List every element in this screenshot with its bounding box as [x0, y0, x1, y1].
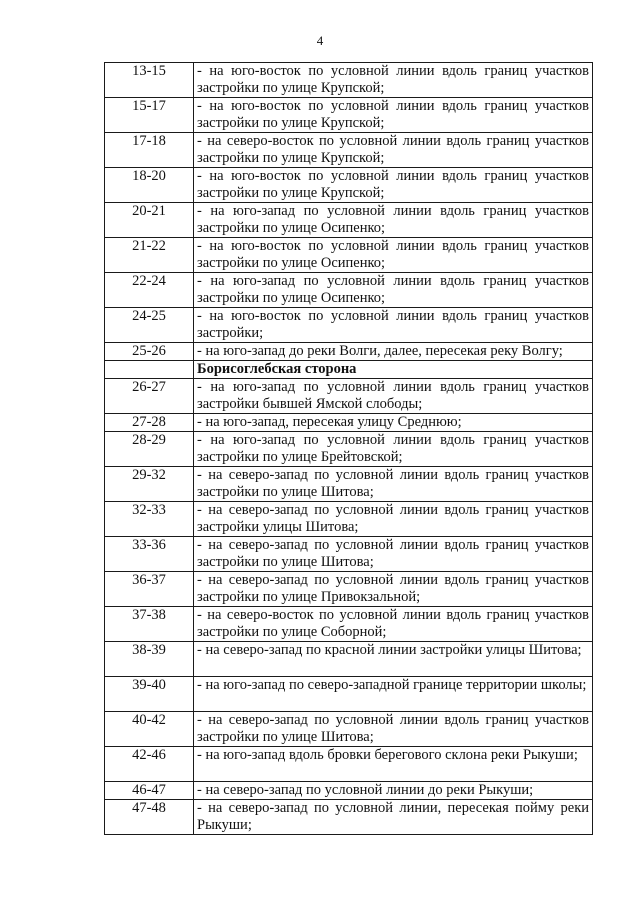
description-cell: - на юго-запад по условной линии вдоль границ участков застройки по улице Брейтовской; — [194, 432, 593, 467]
table-row — [105, 800, 593, 835]
segment-cell: 15-17 — [105, 98, 194, 133]
table-row — [105, 308, 593, 343]
segment-cell: 21-22 — [105, 238, 194, 273]
table-row — [105, 642, 593, 677]
description-cell: - на северо-восток по условной линии вдоль границ участков застройки по улице Крупской; — [194, 133, 593, 168]
segment-cell: 36-37 — [105, 572, 194, 607]
table-row — [105, 63, 593, 98]
description-cell: - на юго-запад по условной линии вдоль границ участков застройки по улице Осипенко; — [194, 203, 593, 238]
page-number: 4 — [316, 33, 324, 48]
segment-cell: 33-36 — [105, 537, 194, 572]
table-row — [105, 782, 593, 800]
description-cell: - на северо-запад по условной линии вдоль границ участков застройки улицы Шитова; — [194, 502, 593, 537]
segment-cell: 38-39 — [105, 642, 194, 677]
segment-cell: 32-33 — [105, 502, 194, 537]
boundary-table — [104, 62, 593, 835]
description-cell: - на северо-запад по условной линии вдоль границ участков застройки по улице Шитова; — [194, 537, 593, 572]
description-cell: - на северо-запад по условной линии вдоль границ участков застройки по улице Шитова; — [194, 467, 593, 502]
segment-cell: 24-25 — [105, 308, 194, 343]
segment-cell: 47-48 — [105, 800, 194, 835]
description-cell: - на северо-запад по условной линии до реки Рыкуши; — [194, 782, 593, 800]
table-row — [105, 133, 593, 168]
description-cell: - на юго-восток по условной линии вдоль границ участков застройки по улице Осипенко; — [194, 238, 593, 273]
boundary-table-body — [105, 63, 593, 835]
table-row — [105, 747, 593, 782]
segment-cell: 26-27 — [105, 379, 194, 414]
segment-cell: 28-29 — [105, 432, 194, 467]
table-row — [105, 712, 593, 747]
table-row — [105, 98, 593, 133]
segment-cell: 25-26 — [105, 343, 194, 361]
table-row — [105, 677, 593, 712]
section-header-row — [105, 361, 593, 379]
segment-cell: 13-15 — [105, 63, 194, 98]
segment-cell: 22-24 — [105, 273, 194, 308]
description-cell: - на северо-запад по условной линии вдоль границ участков застройки по улице Шитова; — [194, 712, 593, 747]
segment-cell: 27-28 — [105, 414, 194, 432]
section-title-cell: Борисоглебская сторона — [194, 361, 593, 379]
segment-cell: 20-21 — [105, 203, 194, 238]
table-row — [105, 343, 593, 361]
table-row — [105, 537, 593, 572]
description-cell: - на северо-запад по красной линии застройки улицы Шитова; — [194, 642, 593, 677]
segment-cell: 40-42 — [105, 712, 194, 747]
segment-cell: 39-40 — [105, 677, 194, 712]
description-cell: - на юго-восток по условной линии вдоль границ участков застройки по улице Крупской; — [194, 63, 593, 98]
table-row — [105, 379, 593, 414]
description-cell: - на юго-восток по условной линии вдоль границ участков застройки по улице Крупской; — [194, 98, 593, 133]
table-row — [105, 238, 593, 273]
description-cell: - на юго-восток по условной линии вдоль границ участков застройки по улице Крупской; — [194, 168, 593, 203]
segment-cell — [105, 361, 194, 379]
table-row — [105, 273, 593, 308]
table-row — [105, 414, 593, 432]
table-row — [105, 607, 593, 642]
table-row — [105, 168, 593, 203]
description-cell: - на северо-запад по условной линии, пересекая пойму реки Рыкуши; — [194, 800, 593, 835]
description-cell: - на северо-запад по условной линии вдоль границ участков застройки по улице Привокзальной; — [194, 572, 593, 607]
table-row — [105, 203, 593, 238]
segment-cell: 46-47 — [105, 782, 194, 800]
description-cell: - на юго-запад по условной линии вдоль границ участков застройки бывшей Ямской слободы; — [194, 379, 593, 414]
segment-cell: 37-38 — [105, 607, 194, 642]
description-cell: - на юго-восток по условной линии вдоль границ участков застройки; — [194, 308, 593, 343]
segment-cell: 17-18 — [105, 133, 194, 168]
description-cell: - на юго-запад до реки Волги, далее, пересекая реку Волгу; — [194, 343, 593, 361]
segment-cell: 42-46 — [105, 747, 194, 782]
description-cell: - на юго-запад по северо-западной границе территории школы; — [194, 677, 593, 712]
table-row — [105, 432, 593, 467]
description-cell: - на юго-запад вдоль бровки берегового склона реки Рыкуши; — [194, 747, 593, 782]
description-cell: - на юго-запад, пересекая улицу Среднюю; — [194, 414, 593, 432]
description-cell: - на северо-восток по условной линии вдоль границ участков застройки по улице Соборной; — [194, 607, 593, 642]
description-cell: - на юго-запад по условной линии вдоль границ участков застройки по улице Осипенко; — [194, 273, 593, 308]
segment-cell: 29-32 — [105, 467, 194, 502]
table-row — [105, 502, 593, 537]
table-row — [105, 572, 593, 607]
segment-cell: 18-20 — [105, 168, 194, 203]
table-row — [105, 467, 593, 502]
